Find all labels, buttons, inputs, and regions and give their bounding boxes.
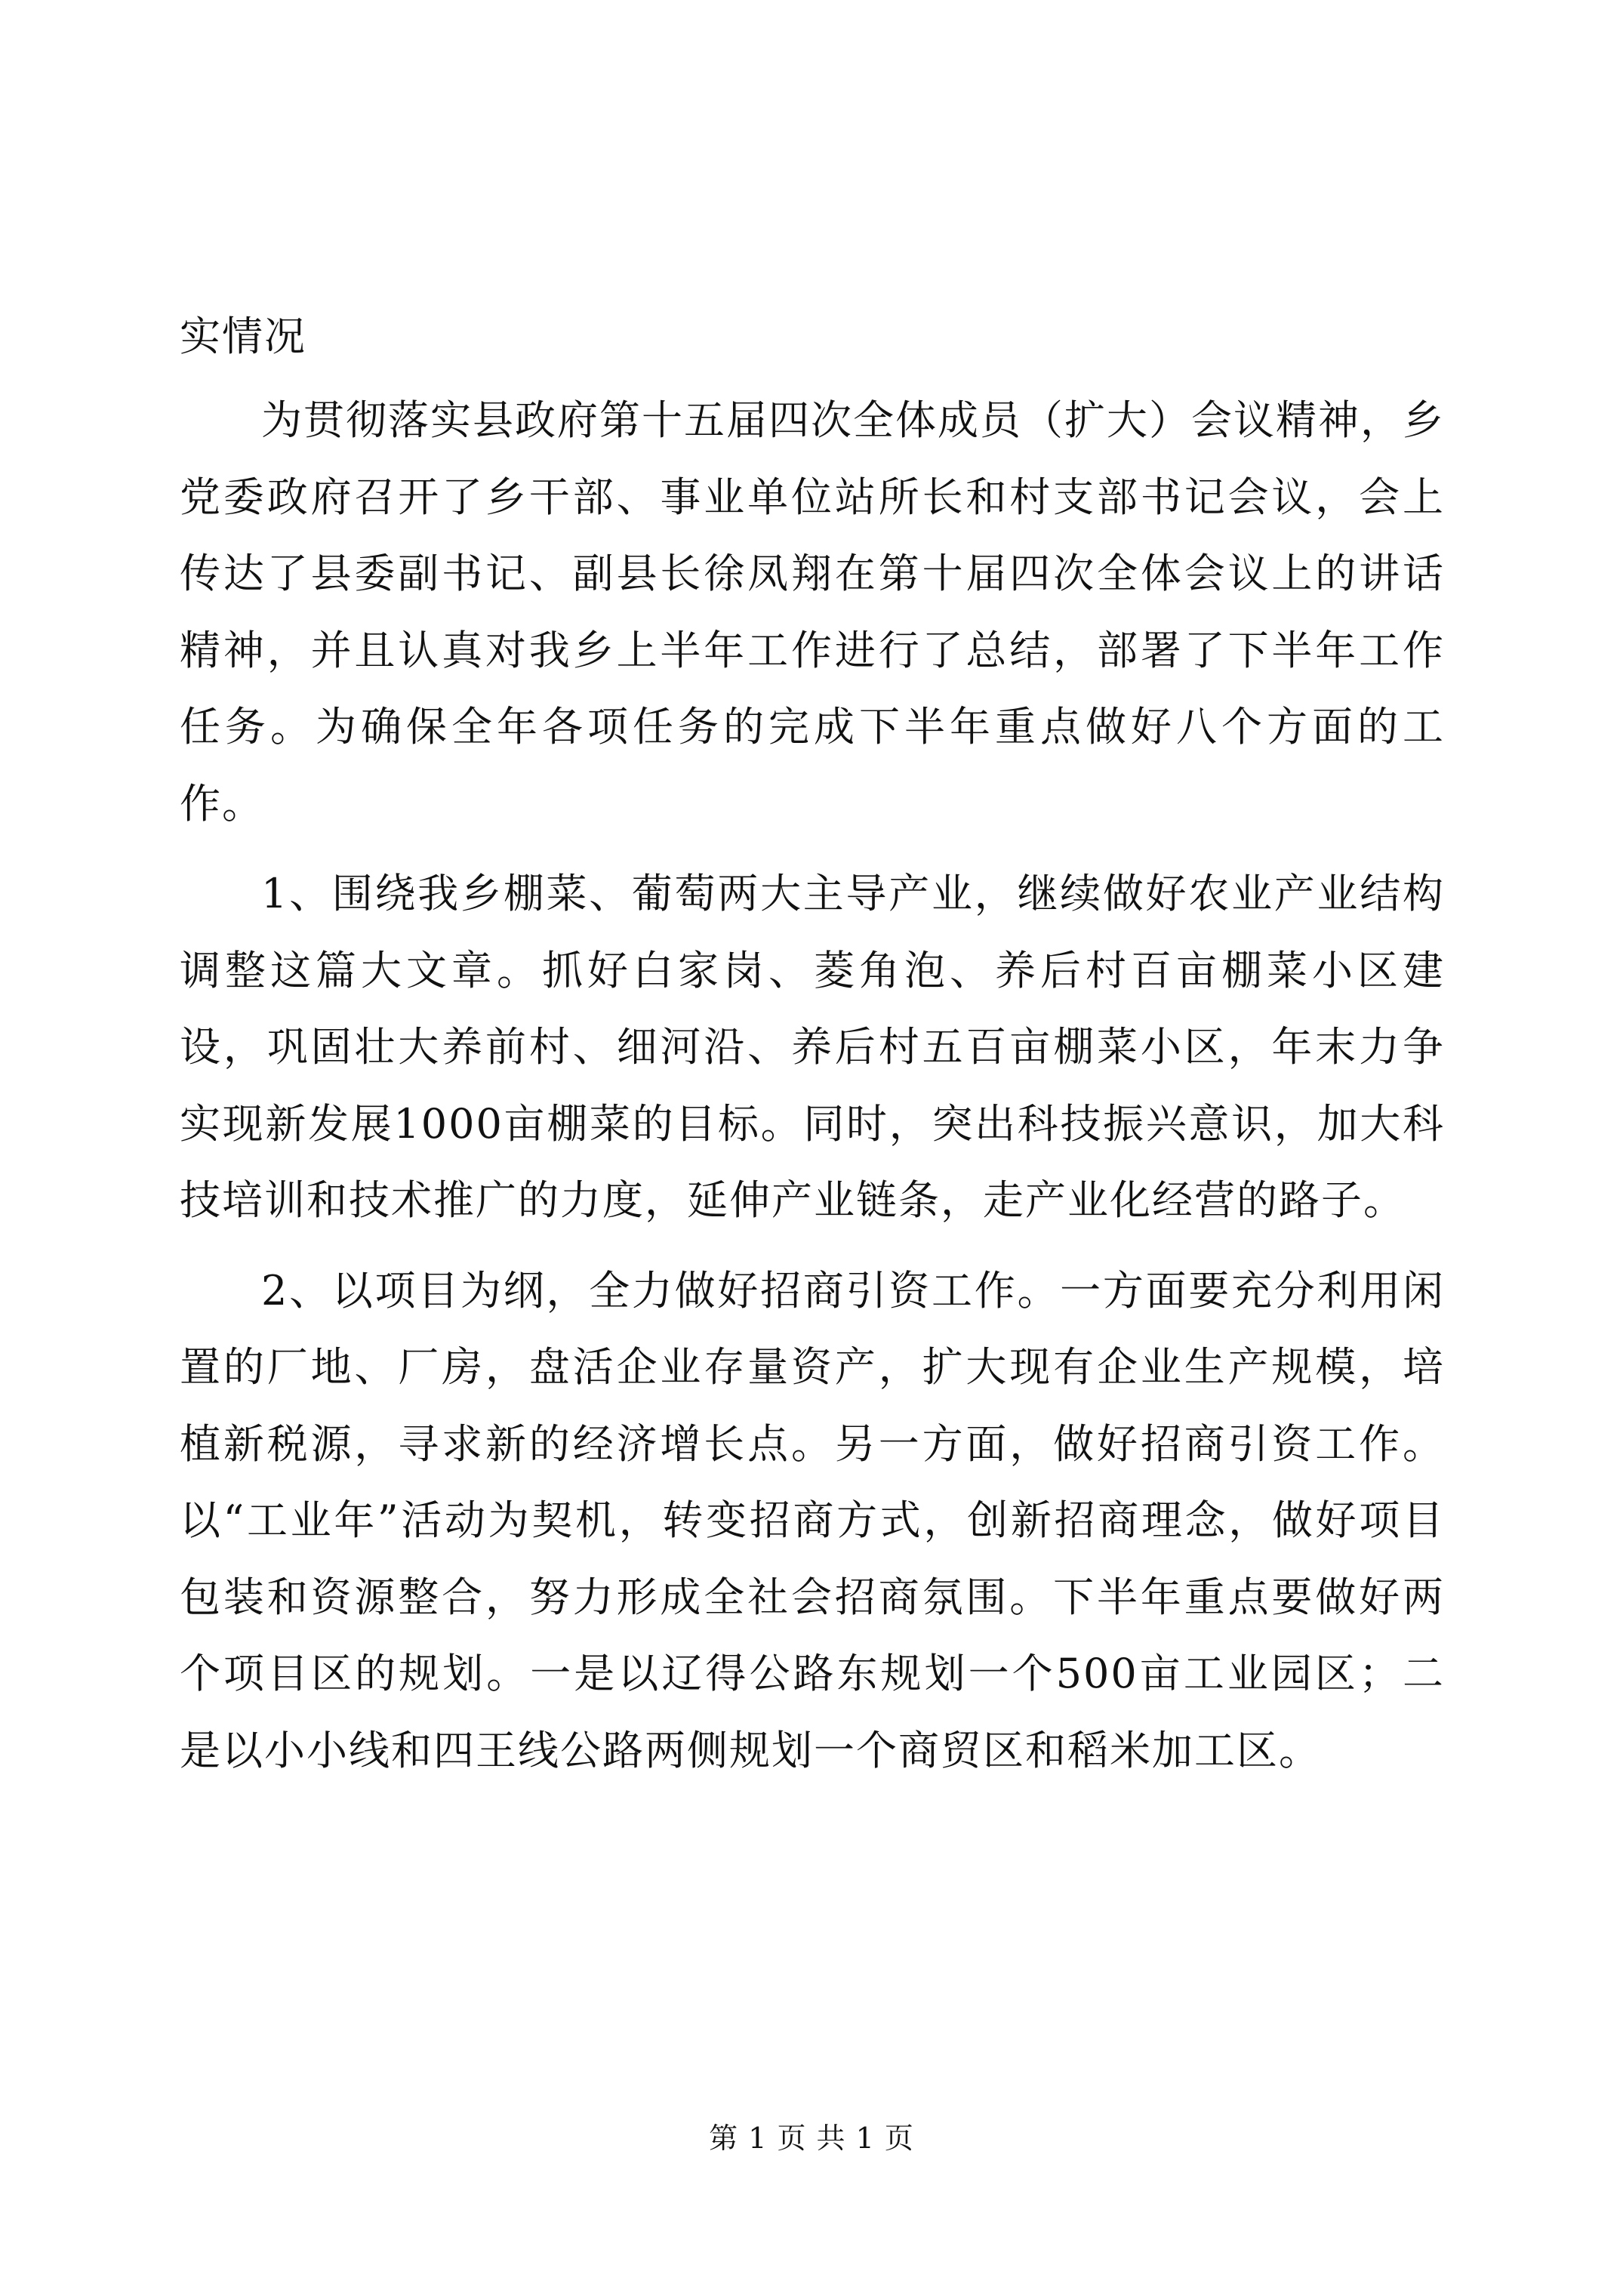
- document-body: [180, 300, 1445, 1802]
- section-heading: 实情况: [180, 313, 306, 360]
- paragraph-item-2: 2、以项目为纲，全力做好招商引资工作。一方面要充分利用闲置的厂地、厂房，盘活企业存量资产，扩大现有企业生产规模，培植新税源，寻求新的经济增长点。另一方面，做好招商引资工作。以“工业年”活动为契机，转变招商方式，创新招商理念，做好项目包装和资源整合，努力形成全社会招商氛围。下半年重点要做好两个项目区的规划。一是以辽得公路东规划一个500亩工业园区；二是以小小线和四王线公路两侧规划一个商贸区和稻米加工区。: [180, 1266, 1445, 1774]
- paragraph-item-1: 1、围绕我乡棚菜、葡萄两大主导产业，继续做好农业产业结构调整这篇大文章。抓好白家岗、菱角泡、养后村百亩棚菜小区建设，巩固壮大养前村、细河沿、养后村五百亩棚菜小区，年末力争实现新发展1000亩棚菜的目标。同时，突出科技振兴意识，加大科技培训和技术推广的力度，延伸产业链条，走产业化经营的路子。: [180, 870, 1445, 1224]
- page-number-footer: 第 1 页 共 1 页: [709, 2122, 914, 2155]
- paragraph-intro: 为贯彻落实县政府第十五届四次全体成员（扩大）会议精神，乡党委政府召开了乡干部、事业单位站所长和村支部书记会议，会上传达了县委副书记、副县长徐凤翔在第十届四次全体会议上的讲话精神，并且认真对我乡上半年工作进行了总结，部署了下半年工作任务。为确保全年各项任务的完成下半年重点做好八个方面的工作。: [180, 396, 1445, 827]
